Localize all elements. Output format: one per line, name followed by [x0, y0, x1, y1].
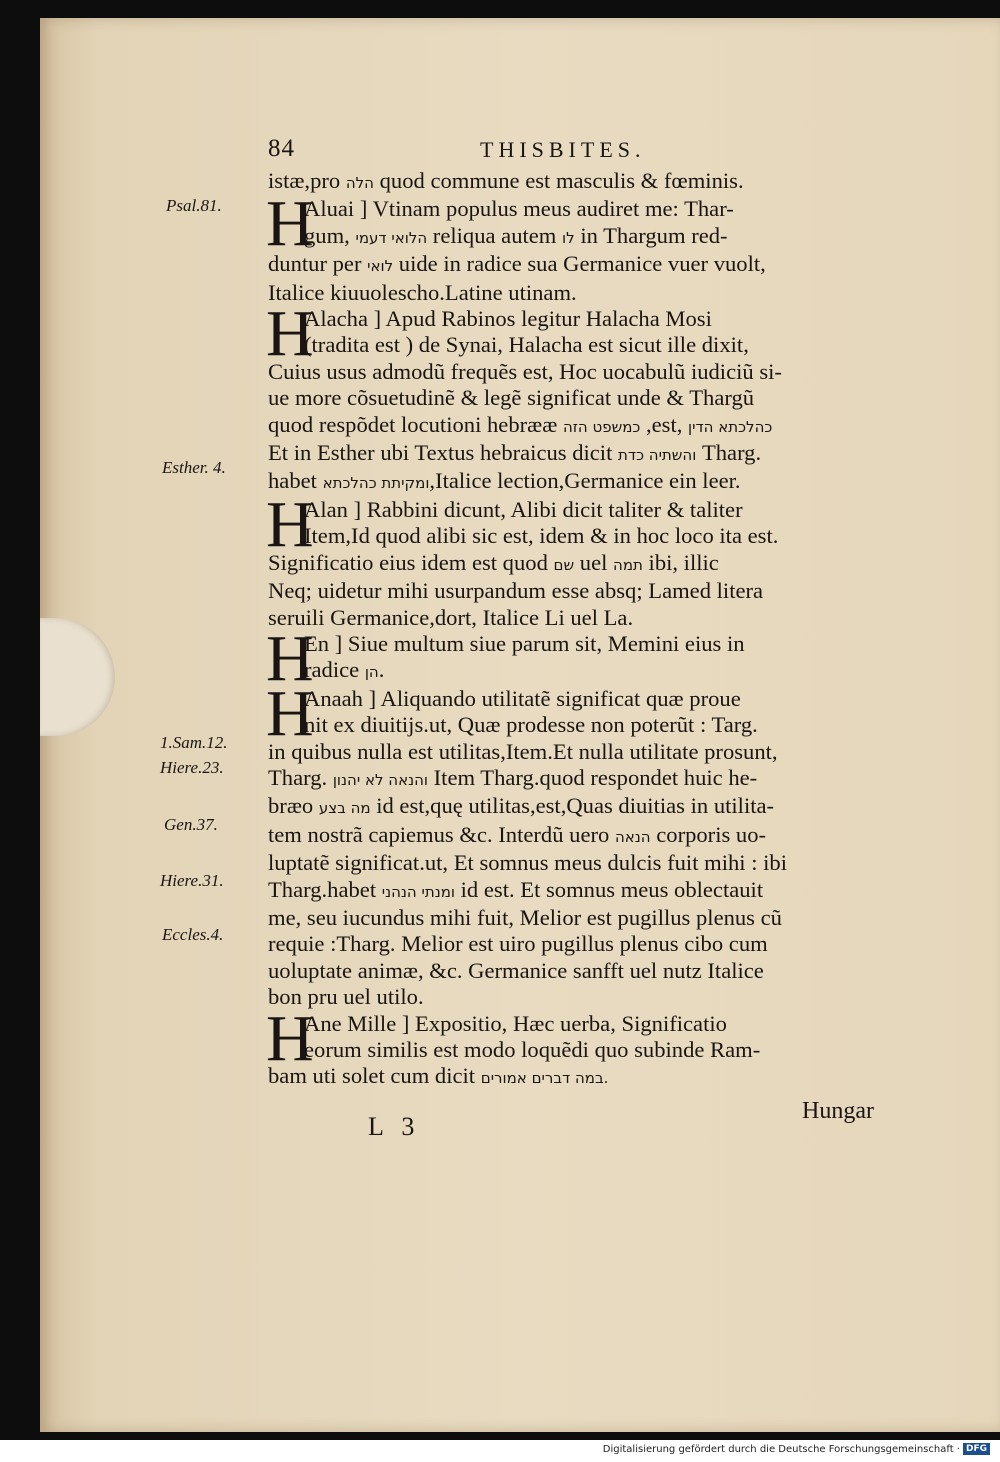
text-line: radice הן. — [304, 657, 385, 683]
dictionary-entry — [266, 187, 908, 261]
page-tab-cutout — [40, 618, 115, 736]
text-line: bam uti solet cum dicit במה דברים אמורים. — [268, 1063, 609, 1089]
text-line: istæ,pro הלה quod commune est masculis & fœminis. — [268, 168, 744, 193]
text-line: requie :Tharg. Melior est uiro pugillus plenus cibo cum — [268, 931, 768, 957]
dictionary-entry — [266, 487, 908, 561]
text-line: gum, הלואי דעמי reliqua autem לו in Thargum red- — [304, 222, 728, 248]
text-line: in quibus nulla est utilitas,Item.Et nulla utilitate prosunt, — [268, 738, 778, 764]
dictionary-entry — [266, 1001, 908, 1075]
catchword: Hungar — [802, 1098, 874, 1124]
text-line: Tharg.habet ומנתי הנהני id est. Et somnus meus oblectauit — [268, 876, 764, 902]
text-line: habet ומקיתת כהלכתא,Italice lection,Germanice ein leer. — [268, 468, 741, 494]
page-header — [268, 135, 688, 165]
text-line: ue more cõsuetudinẽ & legẽ significat unde & Thargũ — [268, 385, 755, 411]
hebrew-word: כהלכתא הדין — [688, 417, 773, 436]
text-line: Italice kiuuolescho.Latine utinam. — [268, 279, 577, 305]
initial-letter: H — [266, 1001, 314, 1075]
dictionary-entry — [266, 676, 908, 750]
initial-letter: H — [266, 676, 314, 750]
hebrew-word: הלואי דעמי — [355, 228, 428, 247]
text-line: Neq; uidetur mihi usurpandum esse absq; Lamed litera — [268, 578, 764, 604]
margin-note: Esther. 4. — [162, 458, 226, 477]
margin-note: Eccles.4. — [162, 925, 224, 944]
text-line: (tradita est ) de Synai, Halacha est sicut ille dixit, — [304, 332, 749, 358]
funding-footer — [603, 1443, 990, 1455]
hebrew-word: ומנתי הנהני — [381, 882, 455, 901]
text-line: En ] Siue multum siue parum sit, Memini eius in — [304, 630, 745, 656]
body-text — [268, 168, 908, 1092]
text-line: Alacha ] Apud Rabinos legitur Halacha Mosi — [304, 306, 712, 332]
text-line: Tharg. והנאה לא יהנון Item Tharg.quod respondet huic he- — [268, 764, 758, 790]
text-line: eorum similis est modo loquẽdi quo subinde Ram- — [304, 1037, 761, 1062]
margin-note: Hiere.23. — [160, 758, 224, 777]
text-line: Cuius usus admodũ frequẽs est, Hoc uocabulũ iudiciũ si- — [268, 358, 782, 384]
text-line: Et in Esther ubi Textus hebraicus dicit והשתיה כדת Tharg. — [268, 440, 762, 466]
text-line: Aluai ] Vtinam populus meus audiret me: Thar- — [304, 196, 734, 222]
hebrew-word: והשתיה כדת — [618, 446, 697, 465]
hebrew-word: הנאה — [614, 827, 651, 846]
initial-letter: H — [266, 621, 314, 695]
text-line: tem nostrã capiemus &c. Interdũ uero הנאה corporis uo- — [268, 821, 767, 847]
signature-mark: L 3 — [368, 1112, 421, 1141]
text-line: uoluptate animæ, &c. Germanice sanfft uel nutz Italice — [268, 957, 764, 983]
text-line: Anaah ] Aliquando utilitatẽ significat quæ proue — [304, 685, 741, 711]
hebrew-word: במה דברים אמורים. — [480, 1069, 609, 1088]
text-line: duntur per לואי uide in radice sua Germanice vuer vuolt, — [268, 251, 766, 277]
initial-letter: H — [266, 487, 314, 561]
hebrew-word: תמה — [613, 555, 643, 574]
initial-letter: H — [266, 297, 314, 371]
text-line: Item,Id quod alibi sic est, idem & in hoc loco ita est. — [304, 523, 779, 549]
text-line: luptatẽ significat.ut, Et somnus meus dulcis fuit mihi : ibi — [268, 850, 787, 876]
hebrew-word: לואי — [367, 257, 394, 276]
text-line: Ane Mille ] Expositio, Hæc uerba, Significatio — [304, 1010, 727, 1036]
hebrew-word: והנאה לא יהנון — [332, 770, 428, 789]
hebrew-word: כמשפט הזה — [562, 417, 641, 436]
hebrew-word: שם — [553, 555, 575, 574]
margin-note: Hiere.31. — [160, 871, 224, 890]
dictionary-entry — [266, 621, 908, 695]
hebrew-word: לו — [562, 228, 575, 247]
margin-note: Gen.37. — [164, 815, 218, 834]
folio-number: 84 — [268, 135, 295, 162]
text-line: quod respõdet locutioni hebrææ כמשפט הזה ,est, כהלכתא הדין — [268, 411, 773, 437]
text-line: me, seu iucundus mihi fuit, Melior est pugillus plenus cũ — [268, 904, 782, 930]
text-line: nit ex diuitijs.ut, Quæ prodesse non poterũt : Targ. — [304, 712, 758, 738]
text-line: Significatio eius idem est quod שם uel תמה ibi, illic — [268, 549, 719, 575]
margin-note: 1.Sam.12. — [160, 733, 228, 752]
running-title: THISBITES. — [480, 137, 646, 162]
text-line: Alan ] Rabbini dicunt, Alibi dicit taliter & taliter — [304, 496, 743, 522]
hebrew-word: הלה — [345, 174, 374, 192]
footer-text: Digitalisierung gefördert durch die Deutsche Forschungsgemeinschaft · — [602, 1443, 960, 1455]
hebrew-word: ומקיתת כהלכתא — [322, 474, 430, 493]
hebrew-word: מה בצע — [318, 799, 371, 818]
text-line: bon pru uel utilo. — [268, 984, 424, 1010]
margin-note: Psal.81. — [166, 196, 222, 215]
initial-letter: H — [266, 187, 314, 261]
text-line: seruili Germanice,dort, Italice Li uel La. — [268, 604, 634, 630]
hebrew-word: הן — [364, 663, 379, 682]
dfg-logo-icon: DFG — [963, 1443, 990, 1455]
text-line: bræo מה בצע id est,quę utilitas,est,Quas diuitias in utilita- — [268, 793, 775, 819]
